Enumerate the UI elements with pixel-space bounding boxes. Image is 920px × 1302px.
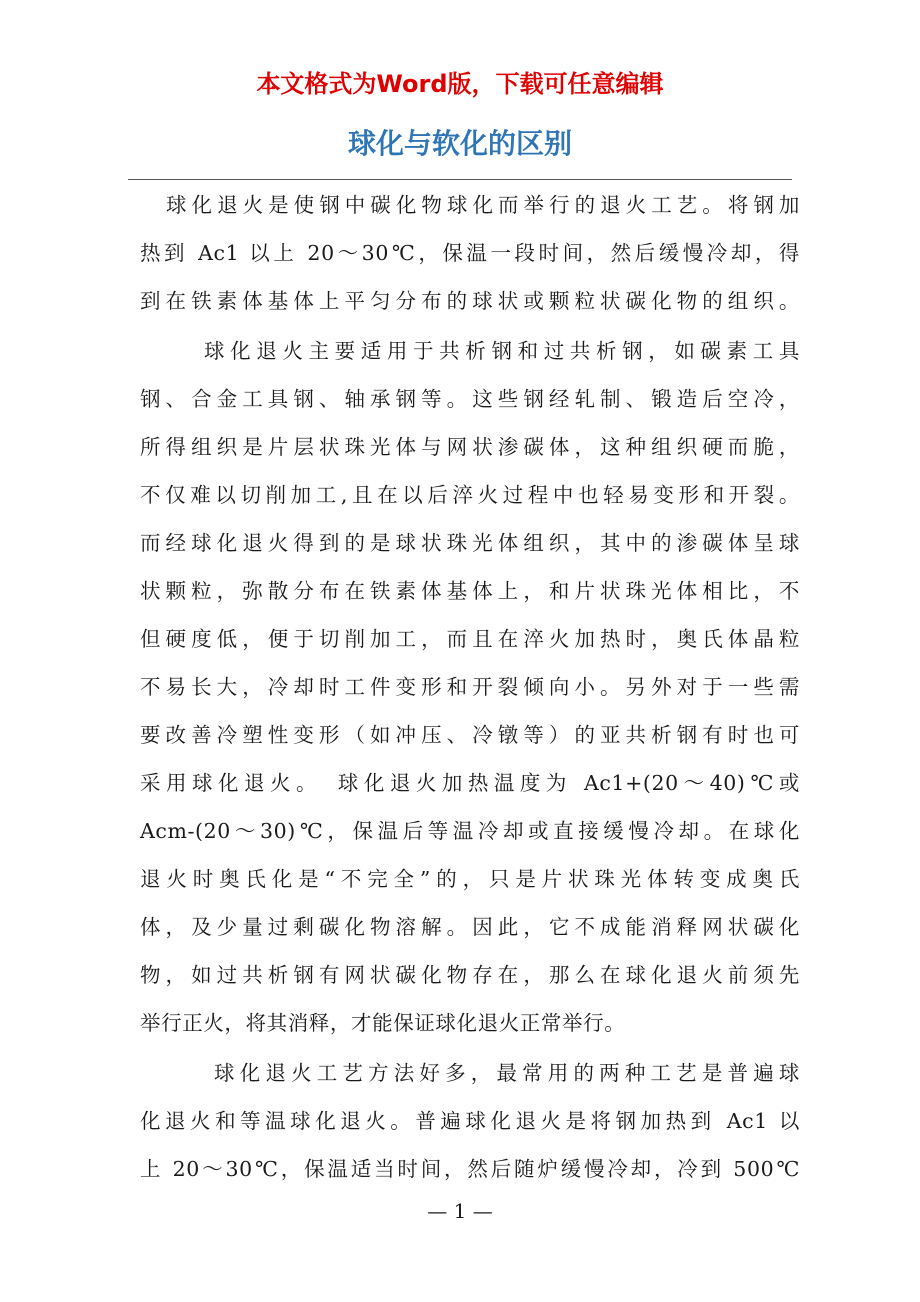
body-line: Acm-(20～30)℃，保温后等温冷却或直接缓慢冷却。在球化: [140, 819, 800, 843]
body-line: 不仅难以切削加工,且在以后淬火过程中也轻易变形和开裂。: [140, 483, 800, 507]
body-line: 物，如过共析钢有网状碳化物存在，那么在球化退火前须先: [140, 963, 800, 987]
body-line: 到在铁素体基体上平匀分布的球状或颗粒状碳化物的组织。: [140, 289, 800, 313]
format-notice: 本文格式为Word版，下载可任意编辑: [256, 70, 664, 98]
document-title: 球化与软化的区别: [347, 127, 572, 160]
body-line: 不易长大，冷却时工件变形和开裂倾向小。另外对于一些需: [140, 675, 800, 699]
title-divider: [128, 179, 792, 180]
body-line: 热到 Ac1 以上 20～30℃，保温一段时间，然后缓慢冷却，得: [140, 241, 800, 265]
body-line: 但硬度低，便于切削加工，而且在淬火加热时，奥氏体晶粒: [140, 627, 800, 651]
body-line: 举行正火，将其消释，才能保证球化退火正常举行。: [140, 1011, 626, 1035]
body-line: 球化退火是使钢中碳化物球化而举行的退火工艺。将钢加: [166, 193, 800, 217]
body-line: 状颗粒，弥散分布在铁素体基体上，和片状珠光体相比，不: [140, 579, 800, 603]
body-line: 退火时奥氏化是“不完全”的，只是片状珠光体转变成奥氏: [140, 867, 800, 891]
body-line: 球化退火工艺方法好多，最常用的两种工艺是普遍球: [214, 1061, 800, 1085]
body-line: 而经球化退火得到的是球状珠光体组织，其中的渗碳体呈球: [140, 531, 800, 555]
page-number: — 1 —: [427, 1199, 493, 1223]
body-line: 球化退火主要适用于共析钢和过共析钢，如碳素工具: [204, 339, 800, 363]
body-line: 体，及少量过剩碳化物溶解。因此，它不成能消释网状碳化: [140, 915, 800, 939]
body-line: 所得组织是片层状珠光体与网状渗碳体，这种组织硬而脆，: [140, 435, 800, 459]
body-line: 化退火和等温球化退火。普遍球化退火是将钢加热到 Ac1 以: [140, 1109, 800, 1133]
body-line: 要改善冷塑性变形（如冲压、冷镦等）的亚共析钢有时也可: [140, 723, 800, 747]
body-line: 上 20～30℃，保温适当时间，然后随炉缓慢冷却，冷到 500℃: [140, 1157, 800, 1181]
body-line: 钢、合金工具钢、轴承钢等。这些钢经轧制、锻造后空冷，: [140, 387, 800, 411]
body-line: 采用球化退火。 球化退火加热温度为 Ac1+(20～40)℃或: [140, 771, 800, 795]
